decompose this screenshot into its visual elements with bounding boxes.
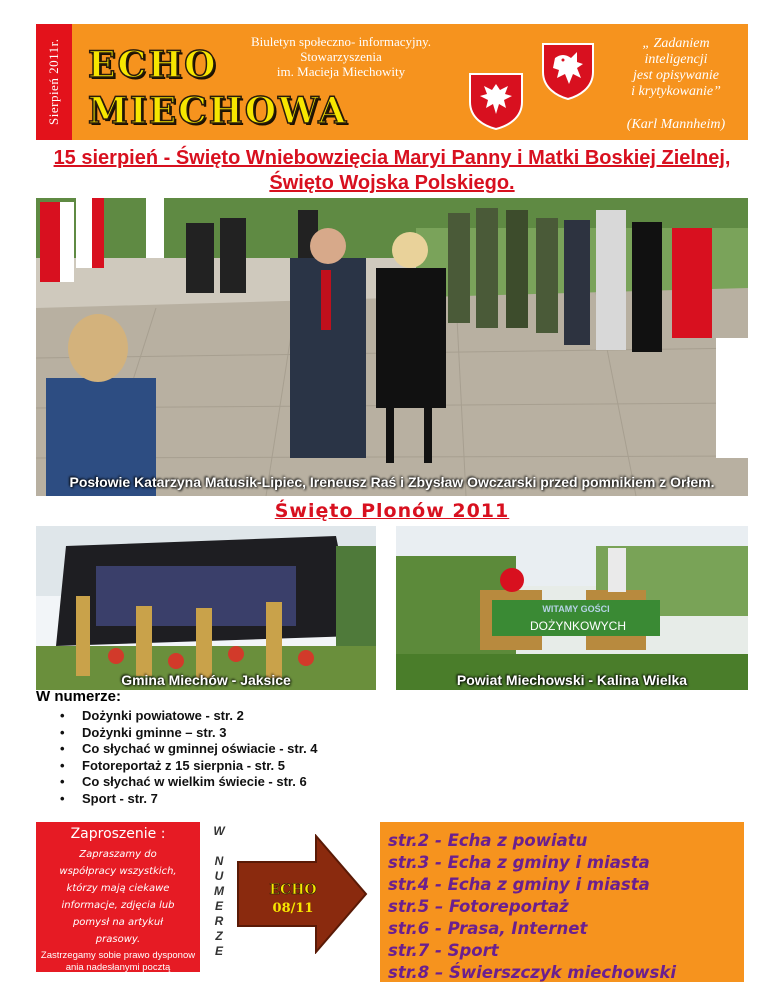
masthead: [36, 24, 748, 140]
vertical-letter: U: [214, 869, 224, 883]
invitation-line: prasowy.: [95, 934, 141, 945]
invitation-line: Zapraszamy do: [79, 849, 157, 860]
headline-line-2: Święto Wojska Polskiego.: [269, 172, 515, 194]
jaksice-photo: [36, 526, 376, 690]
arrow-label-issue: 08/11: [272, 901, 314, 916]
issue-date: Sierpień 2011r.: [36, 24, 72, 140]
jaksice-caption: Gmina Miechów - Jaksice: [121, 672, 291, 688]
contents-item: • Sport - str. 7: [58, 791, 318, 808]
contents-item: • Fotoreportaż z 15 sierpnia - str. 5: [58, 758, 318, 775]
subtitle-line: im. Macieja Miechowity: [276, 64, 406, 79]
vertical-letter: M: [214, 884, 224, 898]
subtitle-line: Stowarzyszenia: [300, 49, 382, 64]
stage-photo-illustration: [36, 526, 376, 690]
quote-author: (Karl Mannheim): [626, 117, 726, 132]
main-photo-caption: Posłowie Katarzyna Matusik-Lipiec, Ireneusz Raś i Zbysław Owczarski przed pomnikiem z Orłem.: [69, 474, 715, 490]
headline: [36, 146, 748, 196]
subtitle-line: Biuletyn społeczno- informacyjny.: [250, 34, 432, 49]
quote-line: jest opisywanie: [633, 68, 719, 83]
contents-item: • Co słychać w gminnej oświacie - str. 4: [58, 741, 318, 758]
logo-miechowa: MIECHOWA: [88, 90, 349, 132]
invitation-line: informacje, zdjęcia lub: [61, 900, 175, 911]
harvest-section-title: Święto Plonów 2011: [274, 500, 510, 522]
contents-title: W numerze:: [36, 688, 122, 705]
quote-line: i krytykowanie”: [631, 84, 721, 99]
contents-item: • Dożynki powiatowe - str. 2: [58, 708, 318, 725]
vertical-letter: N: [214, 854, 224, 868]
invitation-box: [36, 822, 200, 985]
invitation-line: którzy mają ciekawe: [66, 883, 170, 894]
main-ceremony-photo: [36, 198, 748, 496]
page-index-line: str.5 – Fotoreportaż: [388, 897, 569, 916]
publisher-subtitle: [236, 34, 446, 79]
page-index-box: [380, 822, 744, 982]
quote-line: „ Zadaniem: [642, 36, 710, 51]
vertical-letter: W: [213, 824, 225, 838]
page-index-line: str.3 - Echa z gminy i miasta: [388, 853, 650, 872]
invitation-note: Zastrzegamy sobie prawo dysponow ania nadesłanymi pocztą materiałami.: [40, 950, 196, 985]
vertical-letter: E: [214, 899, 223, 913]
banner-top-text: WITAMY GOŚCI: [542, 604, 610, 614]
vertical-letter: E: [214, 944, 223, 958]
vertical-letter: R: [214, 914, 224, 928]
page-index-line: str.7 - Sport: [388, 941, 499, 960]
vertical-letter: Z: [215, 929, 223, 943]
kalina-wielka-caption: Powiat Miechowski - Kalina Wielka: [456, 672, 688, 688]
vertical-letter: [212, 839, 226, 854]
vertical-word-w-numerze: [212, 824, 226, 959]
contents-item: • Co słychać w wielkim świecie - str. 6: [58, 774, 318, 791]
griffin-crest-icon: [541, 42, 595, 100]
logo-echo: ECHO: [88, 44, 218, 86]
page-index-line: str.4 - Echa z gminy i miasta: [388, 875, 650, 894]
headline-line-1: 15 sierpień - Święto Wniebowzięcia Maryi Panny i Matki Boskiej Zielnej,: [53, 147, 731, 169]
page-index-line: str.6 - Prasa, Internet: [388, 919, 588, 938]
quote-line: inteligencji: [644, 52, 708, 67]
kalina-wielka-photo: [396, 526, 748, 690]
invitation-line: współpracy wszystkich,: [59, 866, 177, 877]
eagle-crest-icon: [468, 72, 524, 130]
arrow-label: [246, 882, 340, 916]
arrow-label-title: ECHO: [269, 882, 317, 898]
harvest-display-illustration: [396, 526, 748, 690]
motto-quote: [611, 36, 741, 100]
page-index-line: str.8 – Świerszczyk miechowski: [388, 963, 676, 982]
invitation-body: [36, 846, 200, 948]
ceremony-photo-illustration: [36, 198, 748, 496]
invitation-title: Zaproszenie :: [70, 826, 166, 842]
page-index-line: str.2 - Echa z powiatu: [388, 831, 588, 850]
banner-bottom-text: DOŻYNKOWYCH: [530, 619, 626, 633]
contents-list: [58, 708, 318, 807]
contents-item: • Dożynki gminne – str. 3: [58, 725, 318, 742]
invitation-line: pomysł na artykuł: [72, 917, 164, 928]
